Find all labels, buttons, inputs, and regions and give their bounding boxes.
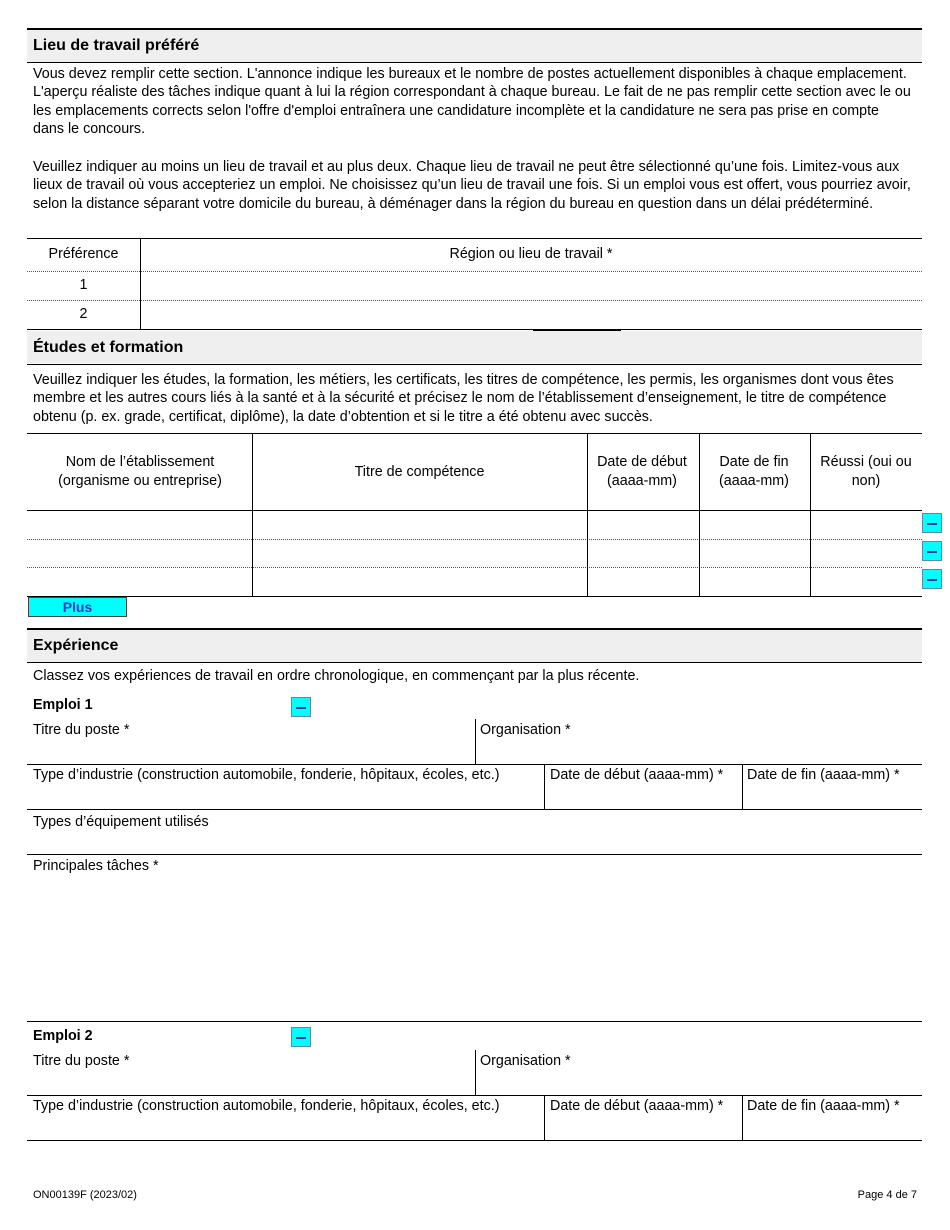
preference-row-number: 2 [79, 306, 88, 322]
education-row-1[interactable] [27, 511, 922, 538]
page-number: Page 4 de 7 [857, 1189, 917, 1201]
preference-row-number: 1 [79, 277, 88, 293]
job-1-organization-label: Organisation * [480, 722, 571, 738]
remove-education-row-button[interactable] [922, 541, 942, 561]
credential-column-header: Titre de compétence [354, 464, 485, 480]
job-1-tasks-label: Principales tâches * [33, 858, 159, 874]
job-2-organization-label: Organisation * [480, 1053, 571, 1069]
experience-section-header [27, 630, 922, 662]
education-row-2[interactable] [27, 540, 922, 566]
experience-instructions: Classez vos expériences de travail en ordre chronologique, en commençant par la plus récente. [33, 668, 640, 684]
education-section-title: Études et formation [33, 339, 184, 356]
job-1-end-date-label: Date de fin (aaaa-mm) * [747, 767, 900, 783]
remove-education-row-button[interactable] [922, 569, 942, 589]
workplace-section-header [27, 30, 922, 62]
job-2-industry-label: Type d’industrie (construction automobile, fonderie, hôpitaux, écoles, etc.) [33, 1098, 500, 1114]
education-row-3[interactable] [27, 568, 922, 595]
job-1-equipment-label: Types d’équipement utilisés [33, 814, 209, 830]
add-education-row-button[interactable]: Plus [28, 597, 127, 617]
remove-job-2-button[interactable] [291, 1027, 311, 1047]
job-1-start-date-label: Date de début (aaaa-mm) * [550, 767, 724, 783]
passed-column-header: Réussi (oui ou non) [820, 454, 912, 489]
job-1-heading: Emploi 1 [33, 697, 93, 713]
job-2-end-date-label: Date de fin (aaaa-mm) * [747, 1098, 900, 1114]
education-section-header [27, 331, 922, 363]
education-instructions: Veuillez indiquer les études, la formation, les métiers, les certificats, les titres de compétence, les permis, les organismes dont vous êtes membre et les autres cours liés à la santé et à la sécurité et précisez le nom de l’établissement d’enseignement, le titre de compétence obtenu (p. ex. grade, certificat, diplôme), la date d’obtention et si le titre a été obtenu avec succès. [33, 372, 894, 425]
region-input-1[interactable] [141, 272, 921, 299]
institution-column-header: Nom de l’établissement (organisme ou entreprise) [58, 454, 222, 489]
remove-job-1-button[interactable] [291, 697, 311, 717]
region-column-header: Région ou lieu de travail * [449, 246, 613, 262]
workplace-section-title: Lieu de travail préféré [33, 37, 200, 54]
job-2-title-label: Titre du poste * [33, 1053, 130, 1069]
region-input-2[interactable] [141, 301, 921, 328]
job-2-heading: Emploi 2 [33, 1028, 93, 1044]
start-date-column-header: Date de début (aaaa-mm) [597, 454, 687, 489]
job-1-industry-label: Type d’industrie (construction automobile, fonderie, hôpitaux, écoles, etc.) [33, 767, 500, 783]
job-1-tasks-input[interactable] [28, 878, 921, 1020]
preference-column-header: Préférence [48, 246, 119, 262]
form-id: ON00139F (2023/02) [33, 1189, 137, 1201]
job-1-title-label: Titre du poste * [33, 722, 130, 738]
experience-section-title: Expérience [33, 637, 119, 654]
workplace-instructions: Vous devez remplir cette section. L'annonce indique les bureaux et le nombre de postes actuellement disponibles à chaque emplacement. L'aperçu réaliste des tâches indique quant à lui la région correspondant à chaque bureau. Le fait de ne pas remplir cette section avec le ou les emplacements corrects selon l'offre d'emploi entraînera une candidature incomplète et la candidature ne sera pas prise en compte dans le concours. [33, 66, 911, 137]
job-2-start-date-label: Date de début (aaaa-mm) * [550, 1098, 724, 1114]
end-date-column-header: Date de fin (aaaa-mm) [719, 454, 789, 489]
remove-education-row-button[interactable] [922, 513, 942, 533]
workplace-rules: Veuillez indiquer au moins un lieu de travail et au plus deux. Chaque lieu de travail ne peut être sélectionné qu’une fois. Limitez-vous aux lieux de travail où vous accepteriez un emploi. Ne choisissez qu’un lieu de travail une fois. Si un emploi vous est offert, vous pourriez avoir, selon la distance séparant votre domicile du bureau, à déménager dans la région du bureau en question dans un délai prédéterminé. [33, 159, 911, 212]
